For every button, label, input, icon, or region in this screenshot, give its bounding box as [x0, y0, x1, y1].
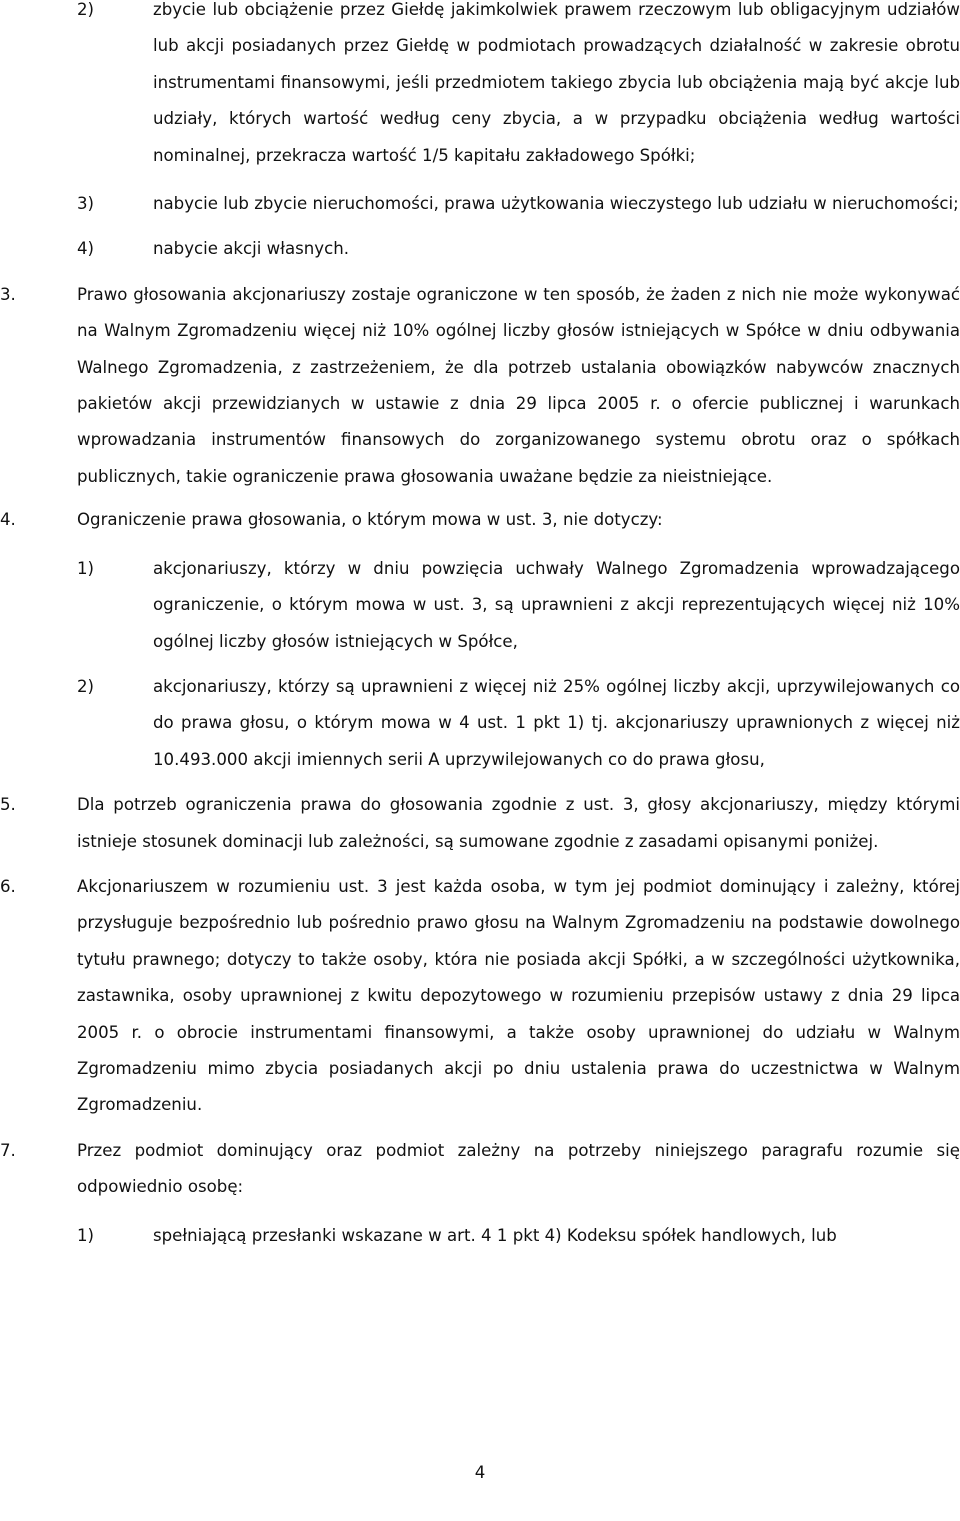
- item-text: nabycie akcji własnych.: [153, 239, 350, 259]
- item-number: 2): [77, 676, 95, 696]
- item-number: 4): [77, 239, 95, 259]
- list-item: [0, 1218, 960, 1254]
- section-paragraph: [0, 502, 960, 538]
- item-text: zbycie lub obciążenie przez Giełdę jakimkolwiek prawem rzeczowym lub obligacyjnym udziałów lub akcji posiadanych przez Giełdę w podmiotach prowadzących działalność w zakresie obrotu instrumentami finansowymi, jeśli przedmiotem takiego zbycia lub obciążenia mają być akcje lub udziały, których wartość według ceny zbycia, a w przypadku obciążenia według wartości nominalnej, przekracza wartość 1/5 kapitału zakładowego Spółki;: [153, 0, 960, 165]
- list-item: [0, 551, 960, 660]
- item-number: 1): [77, 558, 95, 578]
- item-text: akcjonariuszy, którzy są uprawnieni z więcej niż 25% ogólnej liczby akcji, uprzywilejowanych co do prawa głosu, o którym mowa w 4 ust. 1 pkt 1) tj. akcjonariuszy uprawnionych z więcej niż 10.493.000 akcji imiennych serii A uprzywilejowanych co do prawa głosu,: [153, 676, 960, 769]
- section-paragraph: [0, 787, 960, 860]
- item-number: 3): [77, 194, 95, 214]
- item-number: 2): [77, 0, 95, 19]
- section-paragraph: [0, 277, 960, 495]
- section-number: 5.: [0, 795, 16, 815]
- section-number: 6.: [0, 876, 16, 896]
- section-text: Przez podmiot dominujący oraz podmiot zależny na potrzeby niniejszego paragrafu rozumie się odpowiednio osobę:: [77, 1140, 960, 1197]
- section-number: 3.: [0, 284, 16, 304]
- section-paragraph: [0, 869, 960, 1124]
- item-text: akcjonariuszy, którzy w dniu powzięcia uchwały Walnego Zgromadzenia wprowadzającego ograniczenie, o którym mowa w ust. 3, są uprawnieni z akcji reprezentujących więcej niż 10% ogólnej liczby głosów istniejących w Spółce,: [153, 558, 960, 651]
- section-text: Ograniczenie prawa głosowania, o którym mowa w ust. 3, nie dotyczy:: [77, 510, 663, 530]
- list-item: [0, 186, 960, 222]
- section-text: Akcjonariuszem w rozumieniu ust. 3 jest każda osoba, w tym jej podmiot dominujący i zależny, której przysługuje bezpośrednio lub pośrednio prawo głosu na Walnym Zgromadzeniu na podstawie dowolnego tytułu prawnego; dotyczy to także osoby, która nie posiada akcji Spółki, a w szczególności użytkownika, zastawnika, osoby uprawnionej z kwitu depozytowego w rozumieniu przepisów ustawy z dnia 29 lipca 2005 r. o obrocie instrumentami finansowymi, a także osoby uprawnionej do udziału w Walnym Zgromadzeniu mimo zbycia posiadanych akcji po dniu ustalenia prawa do uczestnictwa w Walnym Zgromadzeniu.: [77, 876, 960, 1115]
- section-paragraph: [0, 1133, 960, 1206]
- section-number: 7.: [0, 1140, 16, 1160]
- page-number: 4: [474, 1463, 486, 1482]
- list-item: [0, 231, 960, 267]
- list-item: [0, 669, 960, 778]
- list-item: [0, 0, 960, 174]
- section-text: Prawo głosowania akcjonariuszy zostaje ograniczone w ten sposób, że żaden z nich nie może wykonywać na Walnym Zgromadzeniu więcej niż 10% ogólnej liczby głosów istniejących w Spółce w dniu odbywania Walnego Zgromadzenia, z zastrzeżeniem, że dla potrzeb ustalania obowiązków nabywców znacznych pakietów akcji przewidzianych w ustawie z dnia 29 lipca 2005 r. o ofercie publicznej i warunkach wprowadzania instrumentów finansowych do zorganizowanego systemu obrotu oraz o spółkach publicznych, takie ograniczenie prawa głosowania uważane będzie za nieistniejące.: [77, 284, 960, 486]
- item-number: 1): [77, 1225, 95, 1245]
- section-number: 4.: [0, 510, 16, 530]
- section-text: Dla potrzeb ograniczenia prawa do głosowania zgodnie z ust. 3, głosy akcjonariuszy, między którymi istnieje stosunek dominacji lub zależności, są sumowane zgodnie z zasadami opisanymi poniżej.: [77, 795, 960, 851]
- item-text: spełniającą przesłanki wskazane w art. 4 1 pkt 4) Kodeksu spółek handlowych, lub: [153, 1225, 837, 1245]
- item-text: nabycie lub zbycie nieruchomości, prawa użytkowania wieczystego lub udziału w nieruchomości;: [153, 194, 959, 214]
